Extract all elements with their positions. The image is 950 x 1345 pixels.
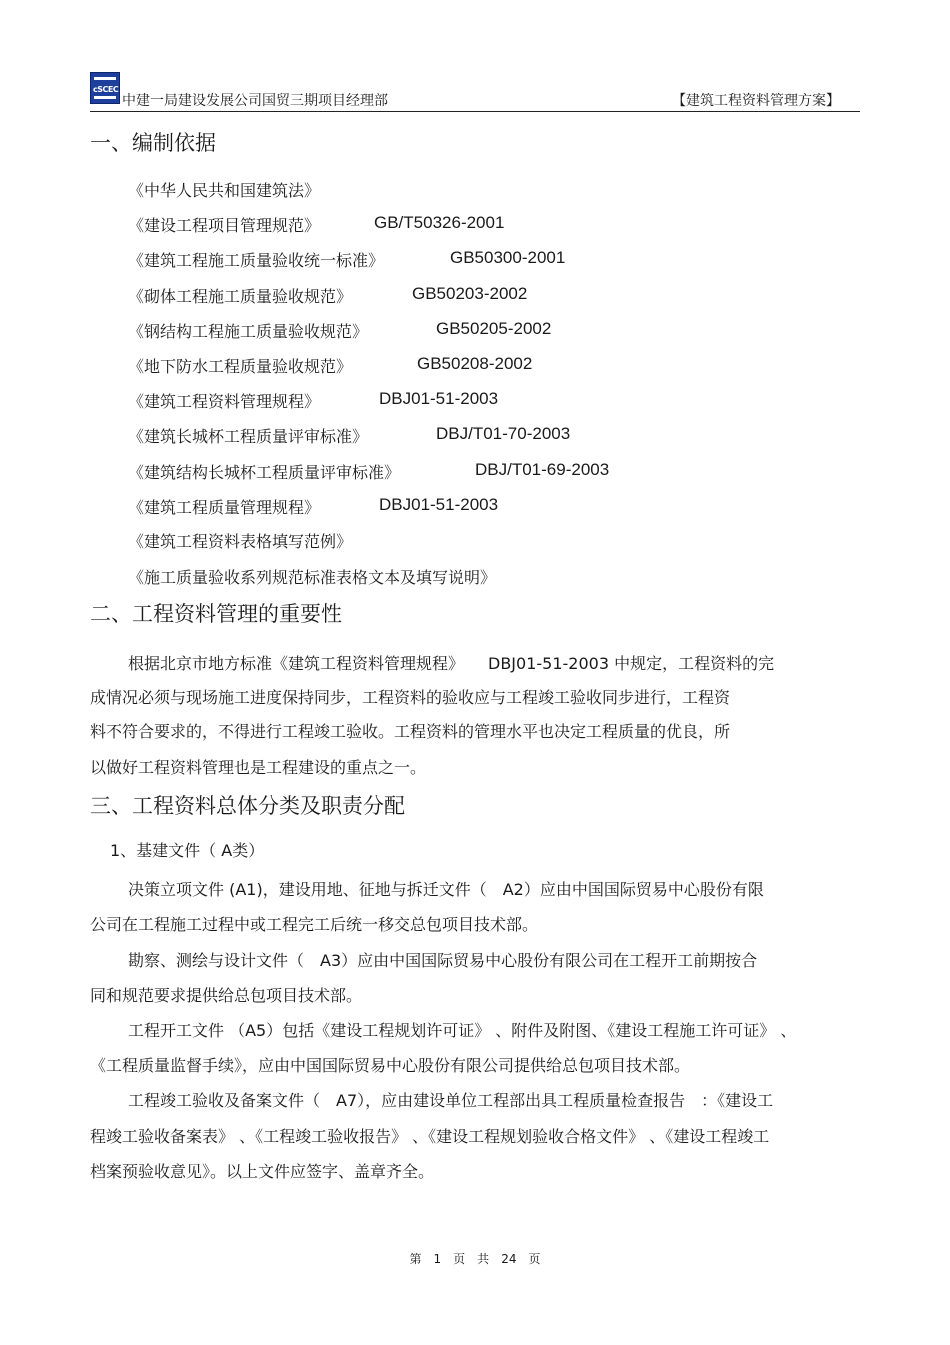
section-1-title: 一、编制依据: [90, 131, 216, 155]
ref-name: 《建筑长城杯工程质量评审标准》: [128, 427, 369, 446]
ref-item: [128, 319, 552, 342]
ref-item: [128, 424, 571, 447]
ref-item: [128, 178, 320, 201]
company-logo: [90, 72, 120, 104]
paragraph-line: 程竣工验收备案表》 、《工程竣工验收报告》 、《建设工程规划验收合格文件》 、《建设工程竣工: [90, 1127, 770, 1146]
total-pages: 24: [501, 1252, 517, 1266]
ref-code: GB50208-2002: [417, 354, 533, 373]
paragraph-line: 以做好工程资料管理也是工程建设的重点之一。: [90, 758, 427, 777]
section-3-title: 三、工程资料总体分类及职责分配: [90, 794, 405, 818]
footer-label: 页: [453, 1252, 466, 1266]
ref-item: [128, 460, 610, 483]
paragraph-line: 《工程质量监督手续》，应由中国国际贸易中心股份有限公司提供给总包项目技术部。: [90, 1056, 691, 1075]
header-doc-title: 【建筑工程资料管理方案】: [672, 93, 840, 109]
ref-item: [128, 284, 528, 307]
ref-name: 《建设工程项目管理规范》: [128, 216, 321, 235]
ref-code: DBJ01-51-2003: [379, 389, 499, 408]
header-divider: [90, 111, 860, 112]
ref-item: [128, 213, 505, 236]
paragraph-line: 决策立项文件 (A1)，建设用地、征地与拆迁文件（ A2）应由中国国际贸易中心股份有限: [128, 880, 764, 899]
footer-label: 共: [477, 1252, 490, 1266]
ref-code: GB/T50326-2001: [374, 213, 505, 232]
page-footer: [0, 1250, 950, 1267]
paragraph-line: 成情况必须与现场施工进度保持同步，工程资料的验收应与工程竣工验收同步进行，工程资: [90, 688, 731, 707]
ref-code: GB50300-2001: [450, 248, 566, 267]
ref-name: 《地下防水工程质量验收规范》: [128, 357, 353, 376]
paragraph-line: 勘察、测绘与设计文件（ A3）应由中国国际贸易中心股份有限公司在工程开工前期按合: [128, 951, 758, 970]
ref-code: DBJ/T01-69-2003: [475, 460, 610, 479]
page-number: 1: [433, 1252, 442, 1266]
page-header: [90, 68, 860, 112]
ref-name: 《建筑工程施工质量验收统一标准》: [128, 251, 385, 270]
paragraph-line: 同和规范要求提供给总包项目技术部。: [90, 986, 363, 1005]
section-2-title: 二、工程资料管理的重要性: [90, 602, 342, 626]
ref-name: 《建筑工程质量管理规程》: [128, 498, 321, 517]
ref-code: GB50203-2002: [412, 284, 528, 303]
paragraph-line: 工程开工文件 （A5）包括《建设工程规划许可证》 、附件及附图、《建设工程施工许可证》 、: [128, 1021, 797, 1040]
footer-label: 页: [528, 1252, 541, 1266]
ref-name: 《建筑工程资料表格填写范例》: [128, 532, 353, 551]
ref-item: [128, 529, 352, 552]
ref-name: 《钢结构工程施工质量验收规范》: [128, 322, 369, 341]
ref-item: [128, 248, 566, 271]
ref-name: 《中华人民共和国建筑法》: [128, 181, 321, 200]
footer-label: 第: [409, 1252, 422, 1266]
ref-name: 《建筑结构长城杯工程质量评审标准》: [128, 463, 401, 482]
ref-name: 《施工质量验收系列规范标准表格文本及填写说明》: [128, 568, 497, 587]
ref-code: DBJ/T01-70-2003: [436, 424, 571, 443]
ref-name: 《砌体工程施工质量验收规范》: [128, 287, 353, 306]
paragraph-line: 档案预验收意见》。以上文件应签字、盖章齐全。: [90, 1162, 435, 1181]
paragraph-line: 工程竣工验收及备案文件（ A7），应由建设单位工程部出具工程质量检查报告 ：《建设工: [128, 1091, 774, 1110]
ref-code: GB50205-2002: [436, 319, 552, 338]
ref-item: [128, 565, 496, 588]
paragraph-line: 根据北京市地方标准《建筑工程资料管理规程》 DBJ01-51-2003 中规定，工程资料的完: [128, 654, 775, 673]
paragraph-line: 公司在工程施工过程中或工程完工后统一移交总包项目技术部。: [90, 915, 539, 934]
header-company: 中建一局建设发展公司国贸三期项目经理部: [122, 93, 388, 109]
logo-text: cSCEC: [93, 85, 119, 94]
ref-name: 《建筑工程资料管理规程》: [128, 392, 321, 411]
paragraph-line: 料不符合要求的，不得进行工程竣工验收。工程资料的管理水平也决定工程质量的优良，所: [90, 722, 731, 741]
ref-item: [128, 354, 533, 377]
ref-code: DBJ01-51-2003: [379, 495, 499, 514]
ref-item: [128, 495, 499, 518]
ref-item: [128, 389, 499, 412]
subsection-title: 1、基建文件（ A类）: [110, 841, 265, 860]
